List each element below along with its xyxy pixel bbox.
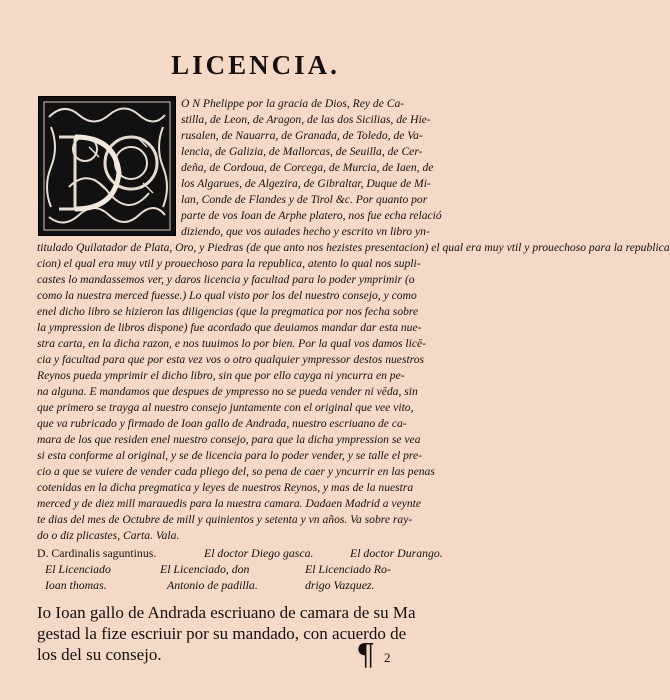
page-title: LICENCIA. [171, 50, 340, 80]
body-line: lencia, de Galizia, de Mallorcas, de Seuilla, de Cer- [181, 145, 423, 158]
signature: D. Cardinalis saguntinus. [37, 546, 157, 560]
body-line: que primero se trayga al nuestro consejo juntamente con el original que vee vito, [37, 401, 414, 414]
body-line: si esta conforme al original, y se de licencia para lo poder vender, y se talle el pre- [37, 449, 422, 462]
body-line: stra carta, en la dicha razon, e nos tuuimos lo por bien. Por la qual vos damos licē- [37, 337, 427, 350]
body-line: Reynos pueda ymprimir el dicho libro, sin que por ello cayga ni yncurra en pe- [37, 369, 405, 382]
body-line: enel dicho libro se hizieron las diligencias (que la pregmatica por nos fecha sobre [37, 305, 419, 318]
body-line: que va rubricado y firmado de Ioan gallo de Andrada, nuestro escriuano de ca- [37, 417, 407, 430]
body-line: stilla, de Leon, de Aragon, de las dos Sicilias, de Hie- [181, 113, 431, 126]
body-line: na alguna. E mandamos que despues de ympresso no se pueda vender ni vēda, sin [37, 385, 418, 398]
body-line: te dias del mes de Octubre de mill y quinientos y setenta y vn años. Va sobre ray- [37, 513, 413, 526]
body-line: diziendo, que vos auiades hecho y escrito vn libro yn- [181, 225, 430, 238]
body-line: la ympression de libros dispone) fue acordado que deuiamos mandar dar esta nue- [37, 321, 422, 334]
signature: drigo Vazquez. [305, 578, 375, 592]
body-line: los Algarues, de Algezira, de Gibraltar, Duque de Mi- [181, 177, 431, 190]
signature: El Licenciado [45, 562, 111, 576]
body-line: como la nuestra merced fuesse.) Lo qual visto por los del nuestro consejo, y como [37, 289, 417, 302]
closing-line: Io Ioan gallo de Andrada escriuano de camara de su Ma [37, 603, 416, 622]
closing-line: gestad la fize escriuir por su mandado, con acuerdo de [37, 624, 407, 643]
body-line: lan, Conde de Flandes y de Tirol &c. Por quanto por [181, 193, 428, 206]
body-line: merced y de diez mill marauedis para la nuestra camara. Dadaen Madrid a veynte [37, 497, 422, 510]
signature: Ioan thomas. [45, 578, 107, 592]
body-line: rusalen, de Nauarra, de Granada, de Toledo, de Va- [181, 129, 423, 142]
body-line: castes lo mandassemos ver, y daros licencia y facultad para lo poder ymprimir (o [37, 273, 415, 286]
body-line: titulado Quilatador de Plata, Oro, y Piedras (de que anto nos hezistes presentacion) el qual era muy vtil y prouechoso para la republica [37, 241, 670, 254]
body-line: mara de los que residen enel nuestro consejo, para que la dicha ympression se vea [37, 433, 421, 446]
signature: El Licenciado Ro- [305, 562, 391, 576]
signature: Antonio de padilla. [167, 578, 258, 592]
body-line: cia y facultad para que por esta vez vos o otro qualquier ympressor destos nuestros [37, 353, 425, 366]
body-line: deña, de Cordoua, de Corcega, de Murcia, de Iaen, de [181, 161, 434, 174]
decorated-initial-letter [38, 96, 176, 236]
body-line: cio a que se vuiere de vender cada pliego del, so pena de caer y yncurrir en las penas [37, 465, 435, 478]
body-line: cion) el qual era muy vtil y prouechoso para la republica, atento lo qual nos supli- [37, 257, 421, 270]
body-line: parte de vos Ioan de Arphe platero, nos fue echa relació [181, 209, 442, 222]
body-line: cotenidas en la dicha pregmatica y leyes de nuestros Reynos, y mas de la nuestra [37, 481, 414, 494]
ornament-icon [39, 97, 175, 235]
page-number: 2 [384, 650, 391, 665]
signature: El doctor Durango. [350, 546, 443, 560]
signature: El Licenciado, don [160, 562, 250, 576]
signature: El doctor Diego gasca. [204, 546, 314, 560]
body-line: O N Phelippe por la gracia de Dios, Rey de Ca- [181, 97, 405, 110]
closing-line: los del su consejo. [37, 645, 162, 664]
body-line: do o diz plicastes, Carta. Vala. [37, 529, 180, 542]
pilcrow-icon: ¶ [356, 638, 376, 673]
